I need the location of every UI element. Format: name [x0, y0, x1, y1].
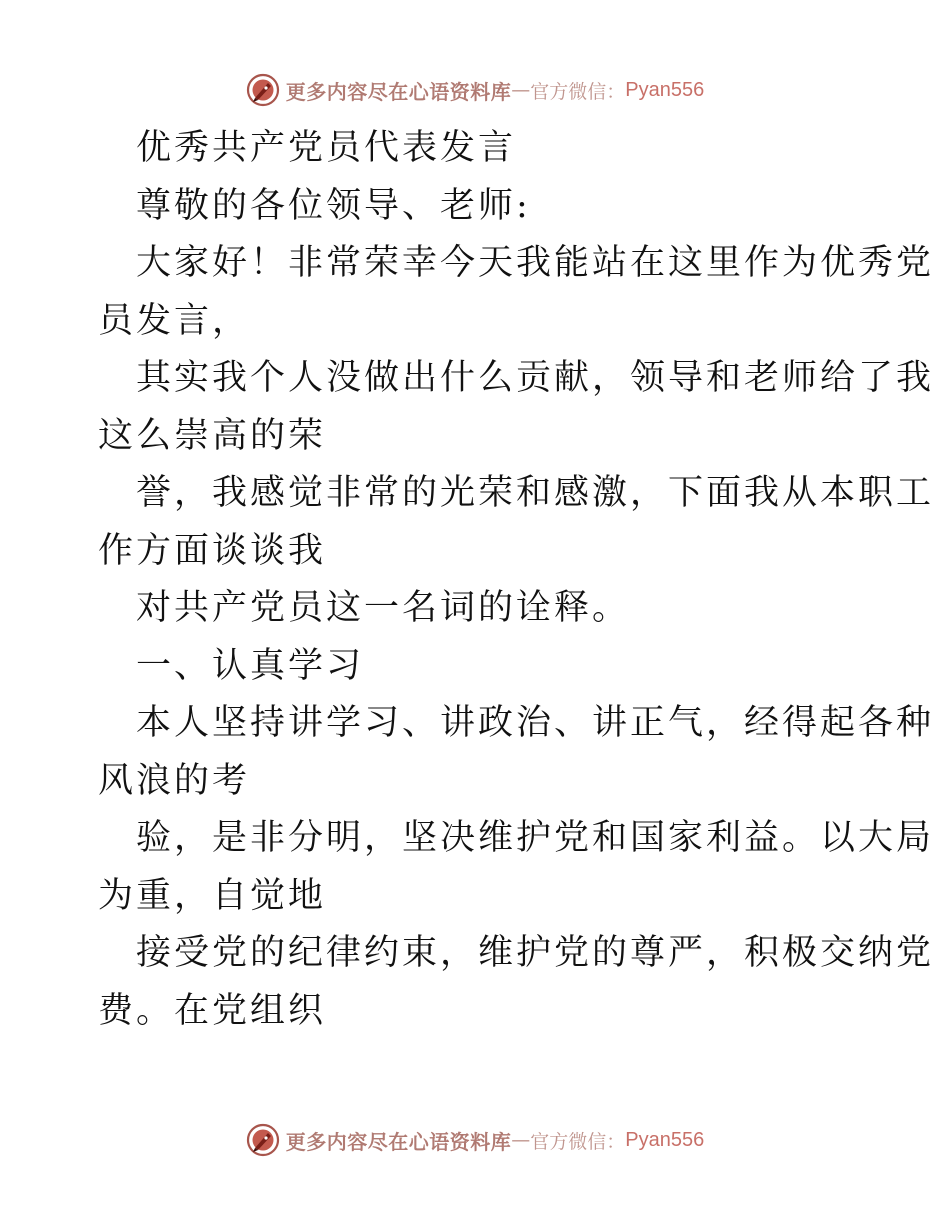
watermark-wechat-label: 官方微信： — [530, 80, 626, 103]
paragraph-line: 作方面谈谈我 — [98, 530, 327, 571]
section-heading: 一、认真学习 — [136, 645, 365, 686]
paragraph-line: 其实我个人没做出什么贡献，领导和老师给了我 — [136, 358, 935, 398]
watermark-dash: — — [511, 1129, 531, 1151]
salutation: 尊敬的各位领导、老师: — [136, 185, 531, 226]
paragraph-line: 对共产党员这一名词的诠释。 — [136, 588, 631, 628]
watermark-wechat-id: Pyan556 — [625, 78, 705, 101]
footer-watermark — [0, 1120, 950, 1160]
header-watermark — [0, 70, 950, 110]
watermark-text: 更多内容尽在心语资料库 — [285, 79, 512, 104]
paragraph-line: 本人坚持讲学习、讲政治、讲正气，经得起各种 — [136, 703, 935, 743]
document-body — [98, 120, 935, 1040]
pen-logo-icon — [246, 1123, 280, 1157]
paragraph-line: 誉，我感觉非常的光荣和感激，下面我从本职工 — [136, 473, 935, 513]
paragraph-line: 这么崇高的荣 — [98, 415, 327, 456]
pen-logo-icon — [246, 73, 280, 107]
paragraph-line: 接受党的纪律约束，维护党的尊严，积极交纳党 — [136, 933, 935, 973]
paragraph-line: 为重，自觉地 — [98, 875, 327, 916]
watermark-dash: — — [511, 79, 531, 101]
watermark-text: 更多内容尽在心语资料库 — [285, 1129, 512, 1154]
paragraph-line: 风浪的考 — [98, 760, 251, 801]
paragraph-line: 员发言， — [98, 300, 251, 341]
watermark-wechat-label: 官方微信： — [530, 1130, 626, 1153]
paragraph-line: 费。在党组织 — [98, 990, 327, 1031]
paragraph-line: 大家好！非常荣幸今天我能站在这里作为优秀党 — [136, 243, 935, 283]
document-title: 优秀共产党员代表发言 — [136, 128, 517, 168]
paragraph-line: 验，是非分明，坚决维护党和国家利益。以大局 — [136, 818, 935, 858]
watermark-wechat-id: Pyan556 — [625, 1128, 705, 1151]
